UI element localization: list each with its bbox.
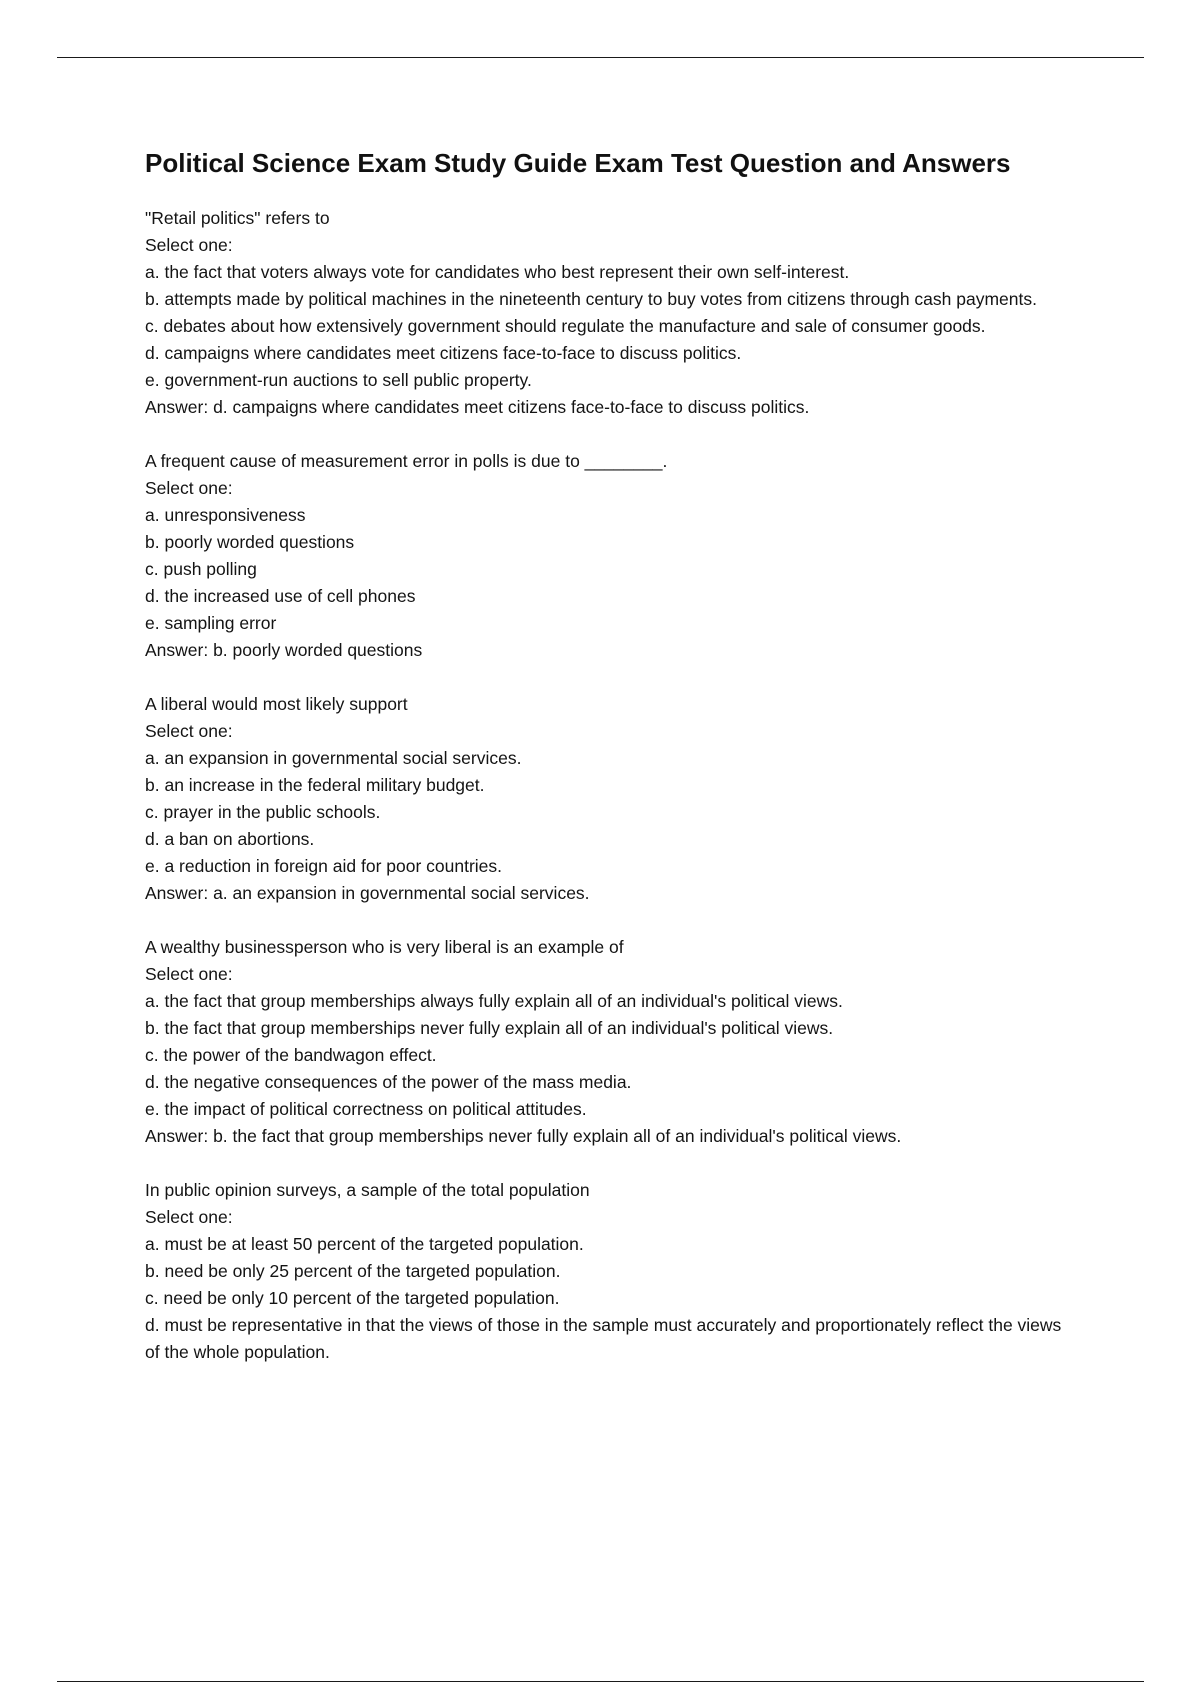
question-prompt: In public opinion surveys, a sample of the total population — [145, 1180, 590, 1200]
answer-option: a. unresponsiveness — [145, 505, 306, 525]
answer-option: b. attempts made by political machines in the nineteenth century to buy votes from citizens through cash payments. — [145, 289, 1037, 309]
answer-option: b. an increase in the federal military budget. — [145, 775, 485, 795]
answer-option: d. a ban on abortions. — [145, 829, 315, 849]
answer-option: d. the increased use of cell phones — [145, 586, 416, 606]
question-prompt: A frequent cause of measurement error in polls is due to ________. — [145, 451, 668, 471]
question-block — [145, 691, 1075, 907]
answer-option: a. the fact that voters always vote for candidates who best represent their own self-interest. — [145, 262, 850, 282]
answer-option: a. the fact that group memberships always fully explain all of an individual's political views. — [145, 991, 843, 1011]
answer-option: a. an expansion in governmental social services. — [145, 748, 522, 768]
select-one-label: Select one: — [145, 721, 233, 741]
top-rule — [57, 57, 1144, 58]
question-prompt: A wealthy businessperson who is very liberal is an example of — [145, 937, 624, 957]
answer-option: e. sampling error — [145, 613, 277, 633]
answer-option: d. must be representative in that the views of those in the sample must accurately and proportionately reflect the views of the whole population. — [145, 1315, 1062, 1362]
document-title: Political Science Exam Study Guide Exam Test Question and Answers — [145, 148, 1011, 178]
question-block — [145, 1177, 1075, 1366]
answer-option: c. the power of the bandwagon effect. — [145, 1045, 437, 1065]
answer-option: c. need be only 10 percent of the targeted population. — [145, 1288, 560, 1308]
select-one-label: Select one: — [145, 1207, 233, 1227]
correct-answer: Answer: d. campaigns where candidates meet citizens face-to-face to discuss politics. — [145, 397, 810, 417]
correct-answer: Answer: b. poorly worded questions — [145, 640, 423, 660]
answer-option: d. campaigns where candidates meet citizens face-to-face to discuss politics. — [145, 343, 742, 363]
answer-option: a. must be at least 50 percent of the targeted population. — [145, 1234, 584, 1254]
question-prompt: A liberal would most likely support — [145, 694, 408, 714]
select-one-label: Select one: — [145, 964, 233, 984]
correct-answer: Answer: a. an expansion in governmental social services. — [145, 883, 590, 903]
answer-option: c. debates about how extensively government should regulate the manufacture and sale of consumer goods. — [145, 316, 986, 336]
correct-answer: Answer: b. the fact that group memberships never fully explain all of an individual's political views. — [145, 1126, 902, 1146]
bottom-rule — [57, 1681, 1144, 1682]
answer-option: b. the fact that group memberships never fully explain all of an individual's political views. — [145, 1018, 834, 1038]
select-one-label: Select one: — [145, 235, 233, 255]
answer-option: e. a reduction in foreign aid for poor countries. — [145, 856, 503, 876]
answer-option: b. poorly worded questions — [145, 532, 355, 552]
question-block — [145, 448, 1075, 664]
answer-option: e. government-run auctions to sell public property. — [145, 370, 532, 390]
question-block — [145, 205, 1075, 421]
question-block — [145, 934, 1075, 1150]
answer-option: e. the impact of political correctness on political attitudes. — [145, 1099, 587, 1119]
answer-option: b. need be only 25 percent of the targeted population. — [145, 1261, 561, 1281]
answer-option: c. prayer in the public schools. — [145, 802, 381, 822]
answer-option: c. push polling — [145, 559, 257, 579]
document-body — [145, 147, 1075, 1393]
answer-option: d. the negative consequences of the power of the mass media. — [145, 1072, 632, 1092]
select-one-label: Select one: — [145, 478, 233, 498]
question-prompt: "Retail politics" refers to — [145, 208, 330, 228]
